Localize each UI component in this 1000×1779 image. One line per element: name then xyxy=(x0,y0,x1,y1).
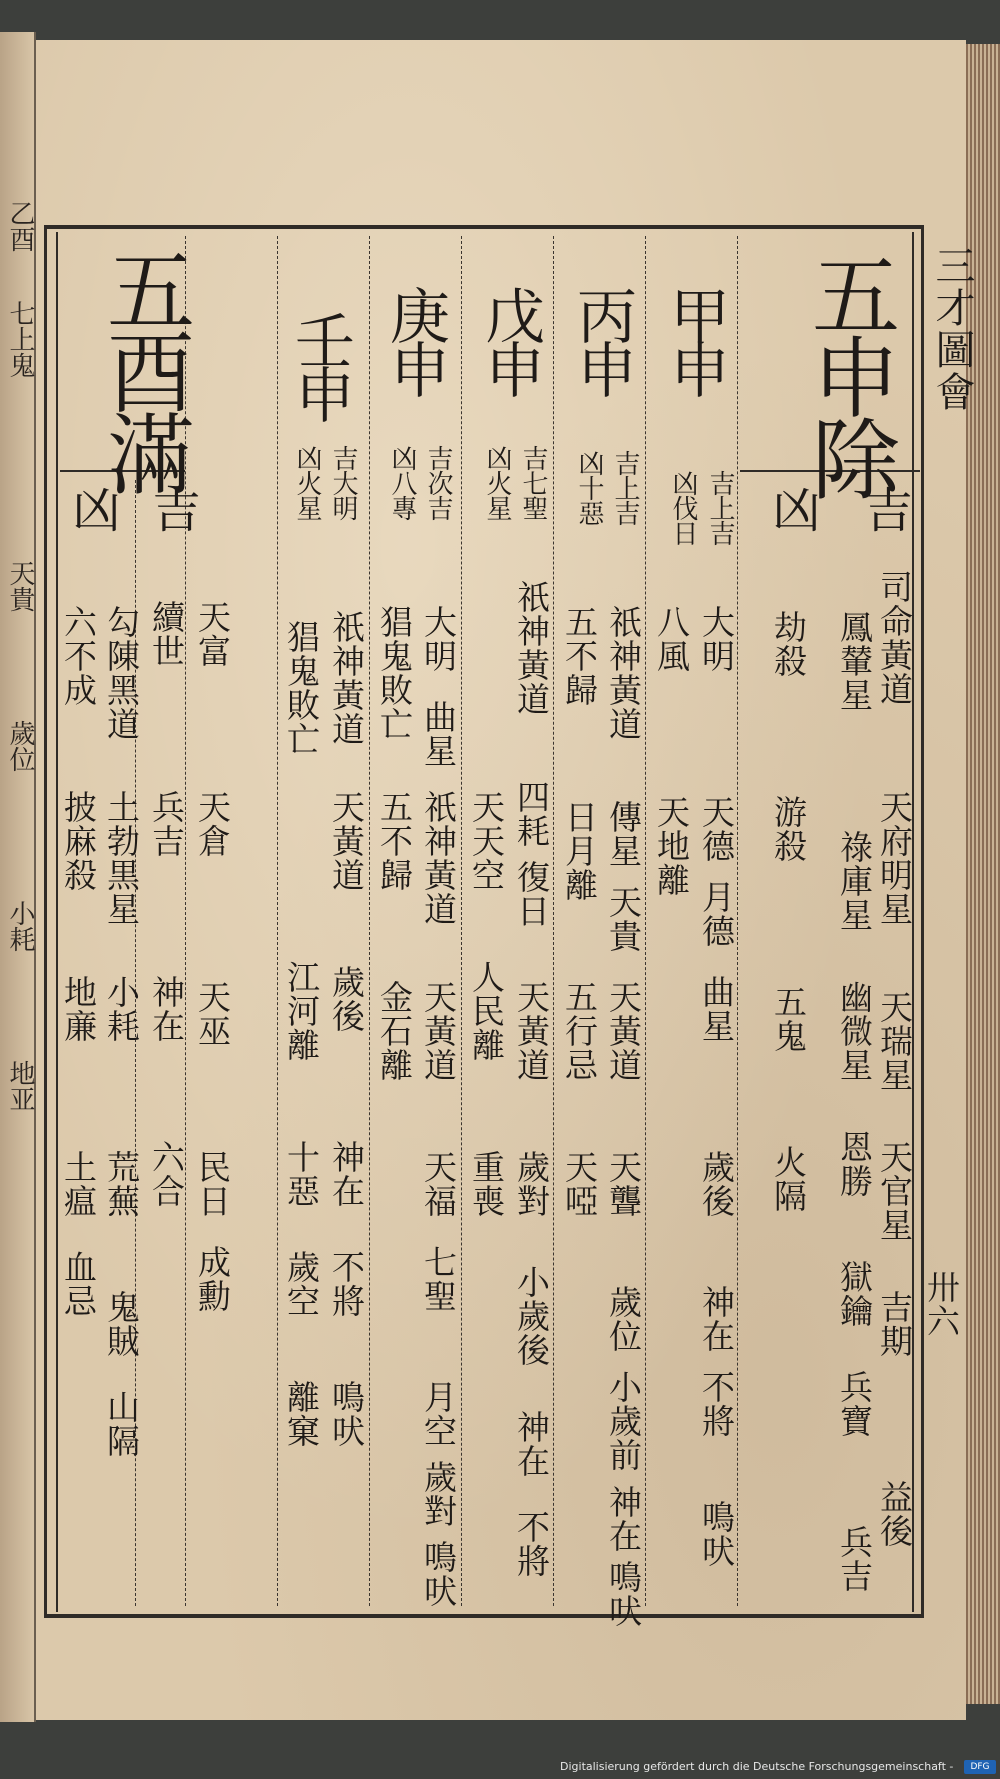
left-page-text-3: 天貴 xyxy=(5,560,35,612)
sub-2b: 凶伐日 xyxy=(668,470,698,545)
cycle-title-5: 庚申 xyxy=(380,285,450,393)
cycle-title-7: 五酉滿 xyxy=(93,245,196,491)
bad-row-2: 游殺 xyxy=(769,795,808,863)
row-3-2: 五不歸 xyxy=(560,605,599,707)
divider-1 xyxy=(737,236,738,1606)
row-5-2: 曲星 xyxy=(419,700,458,768)
row-6-3: 歲後 xyxy=(327,965,366,1033)
divider-6 xyxy=(277,236,278,1606)
row-3-9: 天啞 xyxy=(560,1150,599,1218)
row-2-9: 不將 xyxy=(697,1370,736,1438)
sub-6a: 吉大明 xyxy=(328,445,358,520)
row-2-5: 月德 xyxy=(697,880,736,948)
bad-label-1: 凶 xyxy=(764,485,820,533)
row-5-3: 猖鬼敗亡 xyxy=(375,605,414,741)
row-5-5: 五不歸 xyxy=(375,790,414,892)
row-6-1: 祇神黃道 xyxy=(327,610,366,746)
row-5-1: 大明 xyxy=(419,605,458,673)
good-row-7-3: 天巫 xyxy=(193,980,232,1048)
divider-4 xyxy=(461,236,462,1606)
row-4-2: 天天空 xyxy=(467,790,506,892)
row-4-11: 不將 xyxy=(512,1510,551,1578)
row-3-8: 天聾 xyxy=(604,1150,643,1218)
sub-4b: 凶火星 xyxy=(482,445,512,520)
row-2-8: 神在 xyxy=(697,1285,736,1353)
row-5-11: 歲對 xyxy=(419,1460,458,1528)
dfg-logo: DFG xyxy=(964,1760,996,1774)
good-row-9: 幽微星 xyxy=(835,980,874,1082)
row-3-6: 天黃道 xyxy=(604,980,643,1082)
bad-row-7-9: 地亷 xyxy=(59,975,98,1043)
row-6-4: 神在 xyxy=(327,1140,366,1208)
row-6-6: 鳴吠 xyxy=(327,1380,366,1448)
row-2-6: 曲星 xyxy=(697,975,736,1043)
row-4-9: 小歲後 xyxy=(512,1265,551,1367)
digitization-credit: Digitalisierung gefördert durch die Deutsche Forschungsgemeinschaft - xyxy=(560,1760,954,1773)
good-row-7-9: 六合 xyxy=(147,1140,186,1208)
bad-row-7-4: 荒蕪 xyxy=(102,1150,141,1218)
page-marker: 卅六 xyxy=(922,1270,961,1338)
bad-row-7-6: 山隔 xyxy=(102,1390,141,1458)
good-row-5: 吉期 xyxy=(875,1290,914,1358)
sub-6b: 凶火星 xyxy=(292,445,322,520)
row-3-1: 祇神黃道 xyxy=(604,605,643,741)
good-row-7-6: 續世 xyxy=(147,600,186,668)
cycle-title-4: 戊申 xyxy=(475,285,545,393)
row-3-12: 神在 xyxy=(604,1485,643,1553)
row-5-12: 鳴吠 xyxy=(419,1540,458,1608)
bad-label-7: 凶 xyxy=(64,485,120,533)
row-2-2: 八風 xyxy=(652,605,691,673)
left-page-text-5: 小耗 xyxy=(5,900,35,952)
sub-4a: 吉七聖 xyxy=(518,445,548,520)
good-row-3: 天瑞星 xyxy=(875,990,914,1092)
row-5-9: 七聖 xyxy=(419,1245,458,1313)
good-row-1: 司命黃道 xyxy=(875,570,914,706)
bad-row-7-10: 土瘟 xyxy=(59,1150,98,1218)
cycle-title-3: 丙申 xyxy=(567,285,637,393)
left-page-text-6: 地亚 xyxy=(5,1060,35,1112)
row-3-13: 鳴吠 xyxy=(604,1560,643,1628)
row-4-4: 復日 xyxy=(512,860,551,928)
cycle-title-1: 五申除 xyxy=(798,250,901,496)
bad-row-7-7: 六不成 xyxy=(59,605,98,707)
bad-row-7-2: 土勃黒星 xyxy=(102,790,141,926)
row-2-3: 天德 xyxy=(697,795,736,863)
cycle-title-2: 甲申 xyxy=(660,285,730,393)
good-row-7-1: 天富 xyxy=(193,600,232,668)
bad-row-7-5: 鬼賊 xyxy=(102,1290,141,1358)
good-row-7-8: 神在 xyxy=(147,975,186,1043)
divider-3 xyxy=(553,236,554,1606)
bad-row-3: 五鬼 xyxy=(769,985,808,1053)
row-2-7: 歲後 xyxy=(697,1150,736,1218)
row-3-10: 歲位 xyxy=(604,1285,643,1353)
row-4-1: 祇神黃道 xyxy=(512,580,551,716)
good-row-12: 兵寶 xyxy=(835,1370,874,1438)
left-page-text-2: 七上鬼 xyxy=(5,300,35,378)
bad-row-4: 火隔 xyxy=(769,1145,808,1213)
row-2-10: 鳴吠 xyxy=(697,1500,736,1568)
sub-5a: 吉次吉 xyxy=(423,445,453,520)
row-5-10: 月空 xyxy=(419,1380,458,1448)
good-row-7: 鳳輦星 xyxy=(835,610,874,712)
row-6-9: 十惡 xyxy=(282,1140,321,1208)
row-3-7: 五行忌 xyxy=(560,980,599,1082)
row-3-4: 天貴 xyxy=(604,885,643,953)
row-5-8: 天福 xyxy=(419,1150,458,1218)
good-row-4: 天官星 xyxy=(875,1140,914,1242)
row-2-1: 大明 xyxy=(697,605,736,673)
row-5-4: 祇神黃道 xyxy=(419,790,458,926)
good-row-2: 天府明星 xyxy=(875,790,914,926)
row-4-5: 人民離 xyxy=(467,960,506,1062)
row-3-11: 小歲前 xyxy=(604,1370,643,1472)
row-4-3: 四耗 xyxy=(512,780,551,848)
bad-row-7-8: 披麻殺 xyxy=(59,790,98,892)
running-head: 三才圖會 xyxy=(929,245,975,413)
row-4-8: 重喪 xyxy=(467,1150,506,1218)
bad-row-1: 劫殺 xyxy=(769,610,808,678)
sub-5b: 凶八專 xyxy=(387,445,417,520)
left-page-text-1: 乙酉 xyxy=(5,200,35,252)
left-page-text-4: 歲位 xyxy=(5,720,35,772)
divider-5 xyxy=(369,236,370,1606)
sub-3b: 凶十惡 xyxy=(574,450,604,525)
cycle-title-6: 壬申 xyxy=(285,310,355,418)
row-4-7: 歲對 xyxy=(512,1150,551,1218)
row-6-11: 離窠 xyxy=(282,1380,321,1448)
bad-row-7-3: 小耗 xyxy=(102,975,141,1043)
divider-2 xyxy=(645,236,646,1606)
row-6-5: 不將 xyxy=(327,1250,366,1318)
good-row-7-5: 成勳 xyxy=(193,1245,232,1313)
good-label-7: 吉 xyxy=(144,485,200,533)
sub-2a: 吉上吉 xyxy=(705,470,735,545)
row-6-7: 猖鬼敗亡 xyxy=(282,620,321,756)
row-5-6: 天黃道 xyxy=(419,980,458,1082)
good-row-6: 益後 xyxy=(875,1480,914,1548)
row-4-6: 天黃道 xyxy=(512,980,551,1082)
row-4-10: 神在 xyxy=(512,1410,551,1478)
good-row-13: 兵吉 xyxy=(835,1525,874,1593)
row-6-10: 歲空 xyxy=(282,1250,321,1318)
row-3-5: 日月離 xyxy=(560,800,599,902)
good-row-7-4: 民日 xyxy=(193,1150,232,1218)
bad-row-7-11: 血忌 xyxy=(59,1250,98,1318)
bad-row-7-1: 勾陳黑道 xyxy=(102,605,141,741)
row-3-3: 傳星 xyxy=(604,800,643,868)
row-2-4: 天地離 xyxy=(652,795,691,897)
good-row-8: 祿庫星 xyxy=(835,830,874,932)
good-row-7-7: 兵吉 xyxy=(147,790,186,858)
good-row-10: 恩勝 xyxy=(835,1130,874,1198)
row-6-8: 江河離 xyxy=(282,960,321,1062)
row-5-7: 金石離 xyxy=(375,980,414,1082)
good-label-1: 吉 xyxy=(856,485,912,533)
good-row-11: 獄鑰 xyxy=(835,1260,874,1328)
sub-3a: 吉上吉 xyxy=(610,450,640,525)
left-page-fragment xyxy=(0,32,36,1722)
row-6-2: 天黃道 xyxy=(327,790,366,892)
good-row-7-2: 天倉 xyxy=(193,790,232,858)
